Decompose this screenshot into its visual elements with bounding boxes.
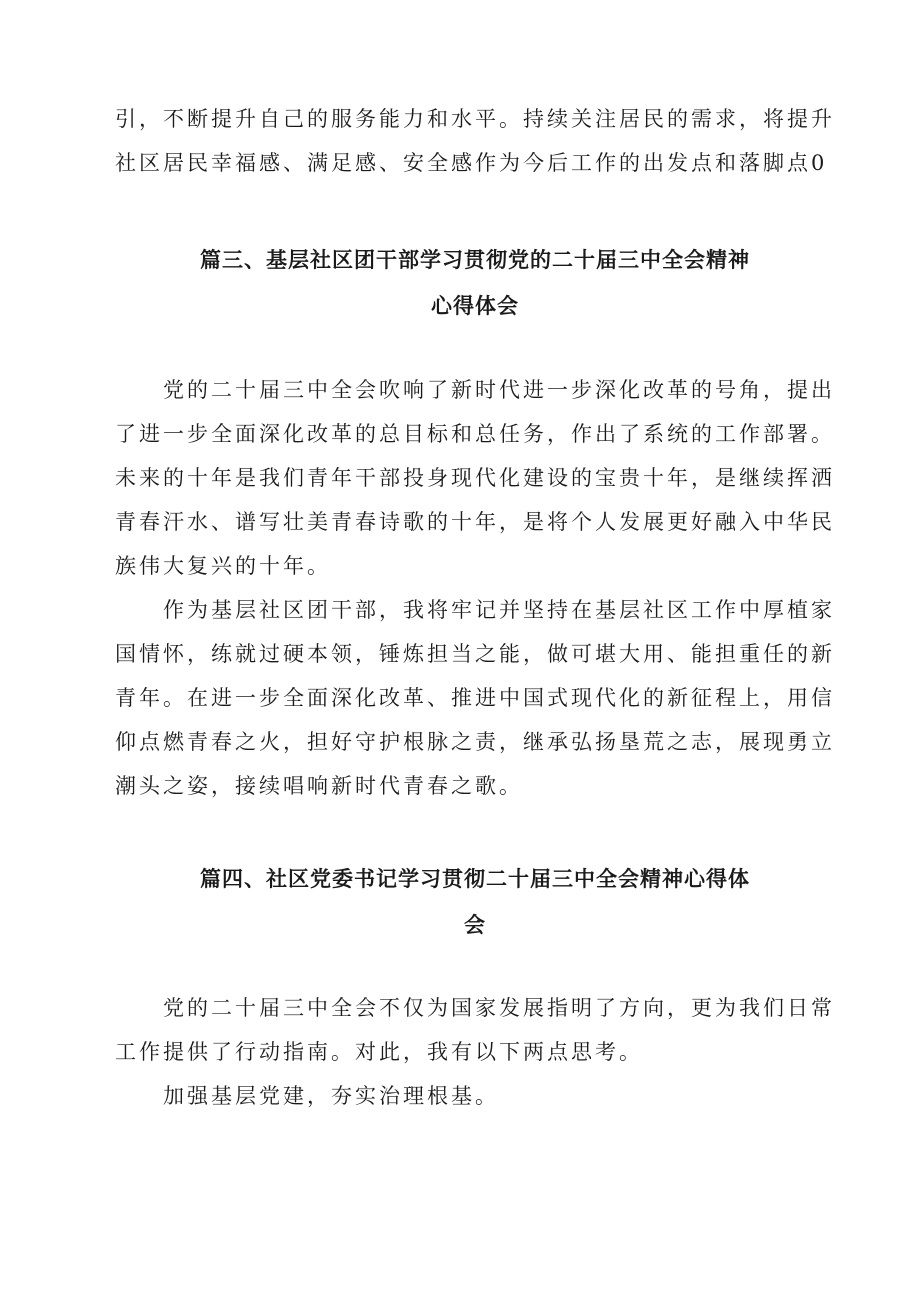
- section-4-title: [115, 856, 835, 948]
- section-4-title-line-1: 篇四、社区党委书记学习贯彻二十届三中全会精神心得体: [200, 867, 750, 891]
- section-3-title: [115, 237, 835, 329]
- section-3-title-line-2: 心得体会: [431, 294, 519, 318]
- section-3-paragraph-1: 党的二十届三中全会吹响了新时代进一步深化改革的号角，提出了进一步全面深化改革的总目标和总任务，作出了系统的工作部署。未来的十年是我们青年干部投身现代化建设的宝贵十年，是继续挥洒青春汗水、谱写壮美青春诗歌的十年，是将个人发展更好融入中华民族伟大复兴的十年。: [115, 378, 835, 578]
- section-4-title-line-2: 会: [464, 913, 486, 937]
- section-3-paragraph-2: 作为基层社区团干部，我将牢记并坚持在基层社区工作中厚植家国情怀，练就过硬本领，锤炼担当之能，做可堪大用、能担重任的新青年。在进一步全面深化改革、推进中国式现代化的新征程上，用信仰点燃青春之火，担好守护根脉之责，继承弘扬垦荒之志，展现勇立潮头之姿，接续唱响新时代青春之歌。: [115, 598, 835, 798]
- section-4-paragraph-2: 加强基层党建，夯实治理根基。: [163, 1084, 499, 1108]
- section-4-paragraph-1: 党的二十届三中全会不仅为国家发展指明了方向，更为我们日常工作提供了行动指南。对此，我有以下两点思考。: [115, 996, 835, 1064]
- intro-paragraph: 引，不断提升自己的服务能力和水平。持续关注居民的需求，将提升社区居民幸福感、满足感、安全感作为今后工作的出发点和落脚点0: [115, 107, 835, 175]
- section-3-title-line-1: 篇三、基层社区团干部学习贯彻党的二十届三中全会精神: [200, 248, 750, 272]
